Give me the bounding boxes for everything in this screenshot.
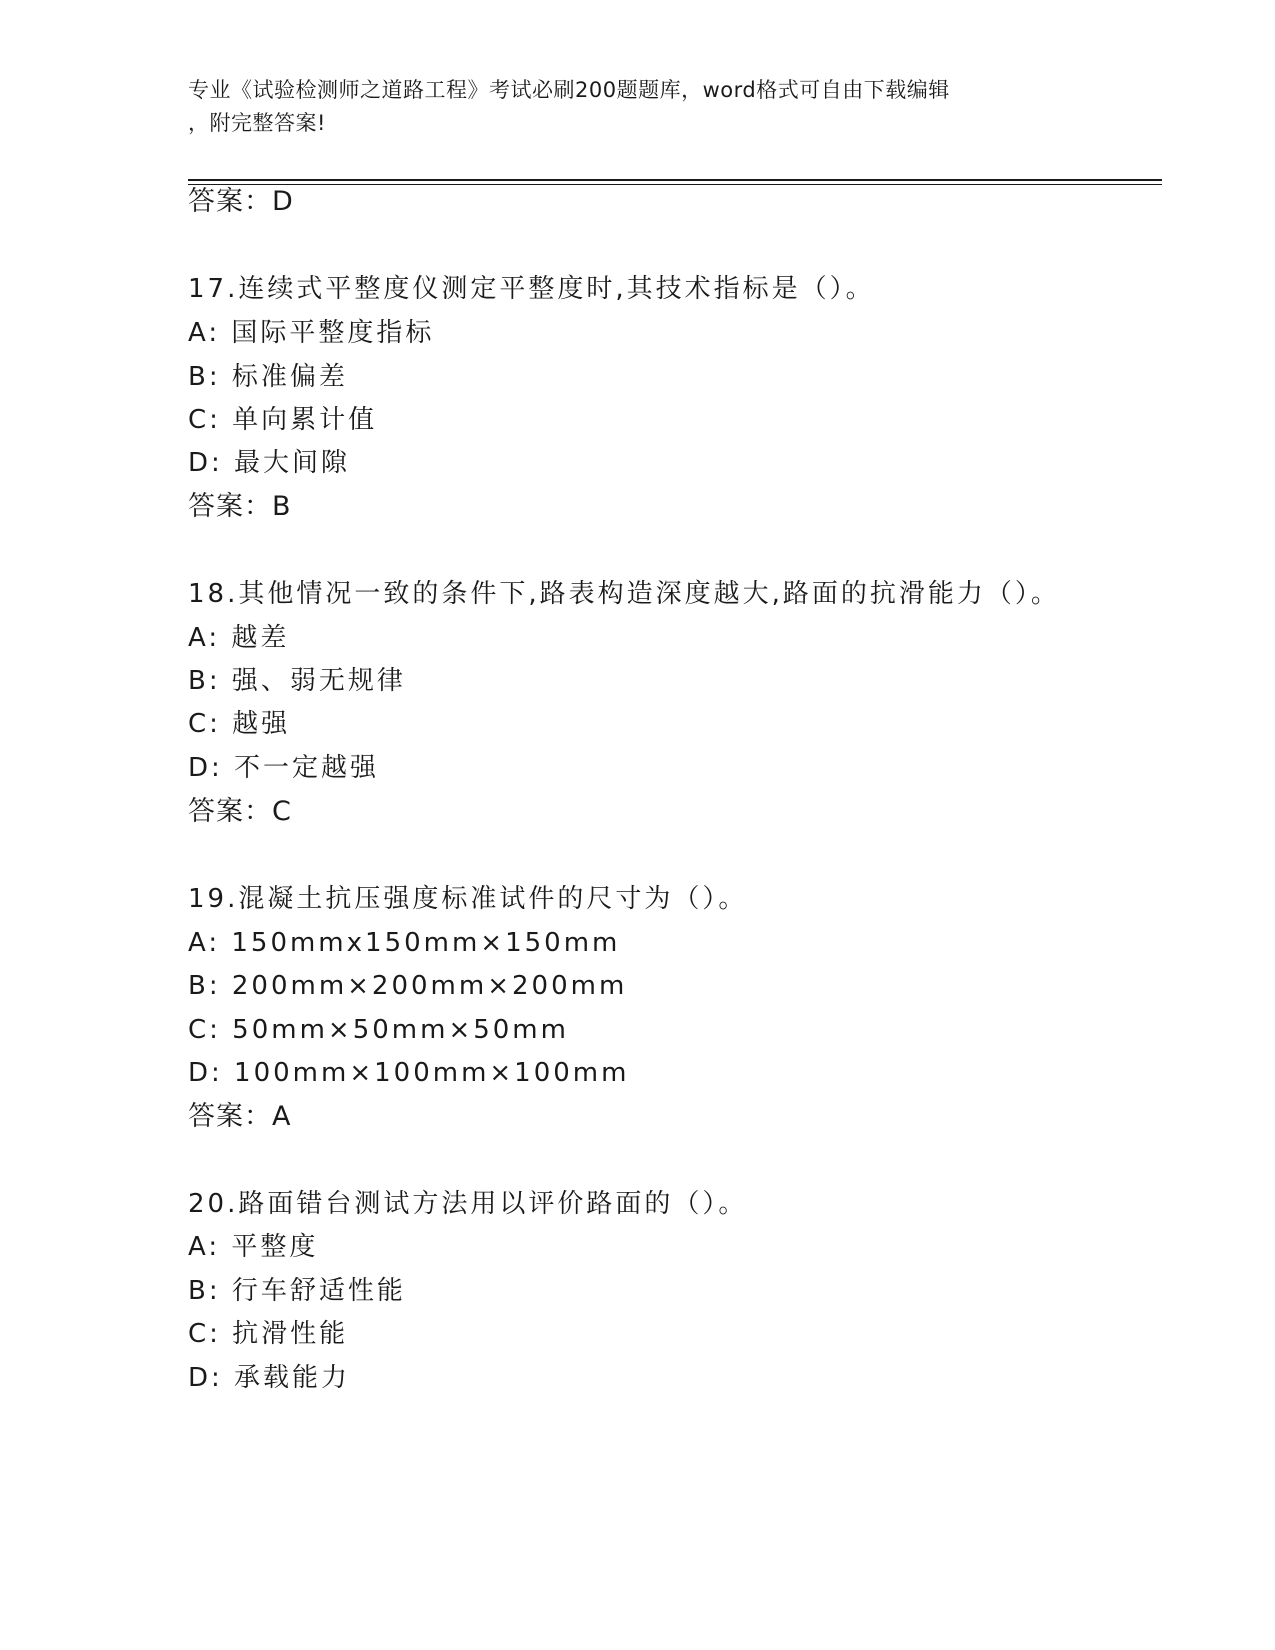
question-17-option-a: A: 国际平整度指标 <box>188 318 435 348</box>
question-20-stem: 20.路面错台测试方法用以评价路面的（）。 <box>188 1189 748 1219</box>
question-18-stem: 18.其他情况一致的条件下,路表构造深度越大,路面的抗滑能力（）。 <box>188 579 1060 609</box>
header-rule-thick <box>188 179 1162 181</box>
header-title-line-1: 专业《试验检测师之道路工程》考试必刷200题题库，word格式可自由下载编辑 <box>188 78 950 102</box>
question-18-option-c: C: 越强 <box>188 709 291 739</box>
question-19-option-b: B: 200mm×200mm×200mm <box>188 971 628 1001</box>
question-17-option-c: C: 单向累计值 <box>188 405 378 435</box>
question-19-answer: 答案：A <box>188 1101 292 1132</box>
question-20-option-b: B: 行车舒适性能 <box>188 1276 406 1306</box>
question-17-answer: 答案：B <box>188 491 292 522</box>
question-18-option-d: D: 不一定越强 <box>188 753 380 783</box>
header-title-line-2: ，附完整答案! <box>188 111 326 135</box>
question-19-option-a: A: 150mmx150mm×150mm <box>188 928 621 958</box>
question-18-option-b: B: 强、弱无规律 <box>188 666 406 696</box>
question-17-option-b: B: 标准偏差 <box>188 362 348 392</box>
question-17-option-d: D: 最大间隙 <box>188 448 351 478</box>
header-rule-thin <box>188 184 1162 185</box>
page-header <box>188 74 1088 140</box>
previous-answer: 答案：D <box>188 186 294 217</box>
question-20-option-d: D: 承载能力 <box>188 1363 351 1393</box>
question-20-option-c: C: 抗滑性能 <box>188 1319 349 1349</box>
question-18-answer: 答案：C <box>188 796 292 827</box>
question-17-stem: 17.连续式平整度仪测定平整度时,其技术指标是（）。 <box>188 274 875 304</box>
question-19-stem: 19.混凝土抗压强度标准试件的尺寸为（）。 <box>188 884 748 914</box>
question-20-option-a: A: 平整度 <box>188 1232 319 1262</box>
question-19-option-d: D: 100mm×100mm×100mm <box>188 1058 630 1088</box>
question-18-option-a: A: 越差 <box>188 623 290 653</box>
question-19-option-c: C: 50mm×50mm×50mm <box>188 1015 569 1045</box>
